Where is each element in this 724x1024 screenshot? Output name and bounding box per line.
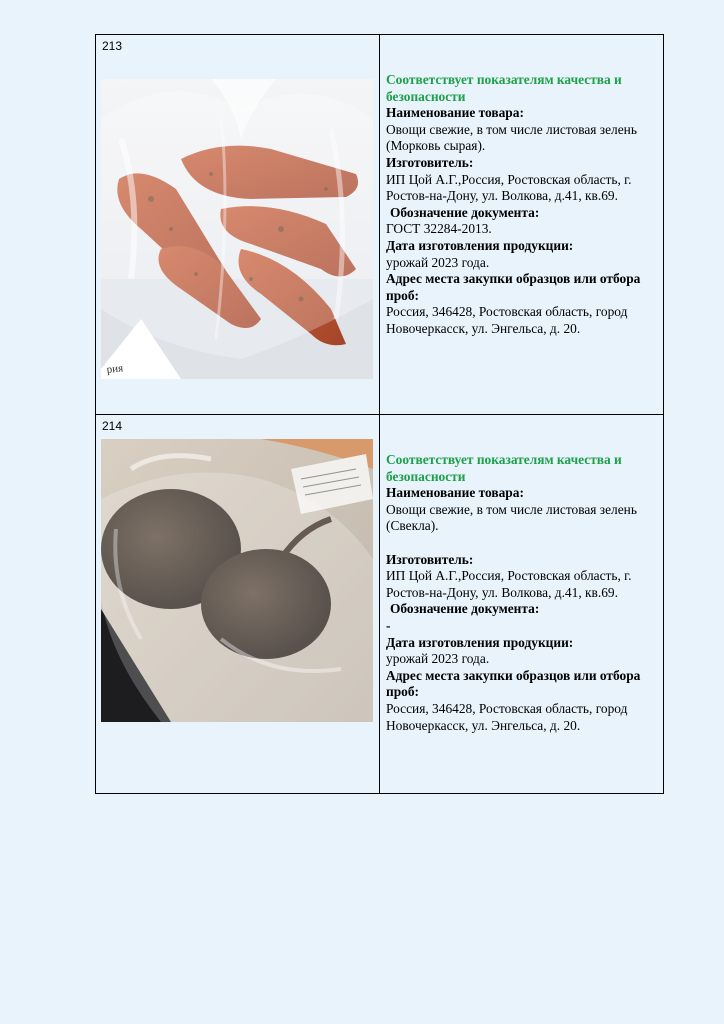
address-value: Россия, 346428, Ростовская область, город Новочеркасск, ул. Энгельса, д. 20. [386,700,628,733]
product-name-label: Наименование товара: [386,105,524,121]
status-text: Соответствует показателям качества и безопасности [386,452,622,484]
address-label: Адрес места закупки образцов или отбора проб: [386,271,641,303]
column-divider [379,35,380,793]
entry-number: 214 [102,419,123,433]
product-info [386,452,661,734]
maker-label: Изготовитель: [386,551,474,567]
product-name-value: Овощи свежие, в том числе листовая зелень (Морковь сырая). [386,121,637,154]
doc-value: ГОСТ 32284-2013. [386,221,492,237]
photo-caption: рия [106,362,124,376]
product-info [386,72,661,338]
address-label: Адрес места закупки образцов или отбора проб: [386,667,641,700]
date-label: Дата изготовления продукции: [386,237,574,253]
maker-value: ИП Цой А.Г.,Россия, Ростовская область, г. Ростов-на-Дону, ул. Волкова, д.41, кв.69. [386,171,632,204]
address-value: Россия, 346428, Ростовская область, город Новочеркасск, ул. Энгельса, д. 20. [386,304,628,336]
product-photo-beet [101,439,373,722]
product-name-value: Овощи свежие, в том числе листовая зелень (Свекла). [386,501,637,534]
product-name-label: Наименование товара: [386,485,524,501]
status-text: Соответствует показателям качества и безопасности [386,72,622,104]
date-label: Дата изготовления продукции: [386,634,574,650]
doc-label: Обозначение документа: [390,601,540,617]
maker-label: Изготовитель: [386,154,474,170]
doc-label: Обозначение документа: [390,204,540,220]
date-value: урожай 2023 года. [386,254,490,270]
maker-value: ИП Цой А.Г.,Россия, Ростовская область, г. Ростов-на-Дону, ул. Волкова, д.41, кв.69. [386,568,632,600]
product-photo-carrot [101,79,373,379]
product-table [95,34,664,794]
doc-value: - [386,617,391,633]
date-value: урожай 2023 года. [386,651,490,667]
entry-number: 213 [102,39,123,53]
